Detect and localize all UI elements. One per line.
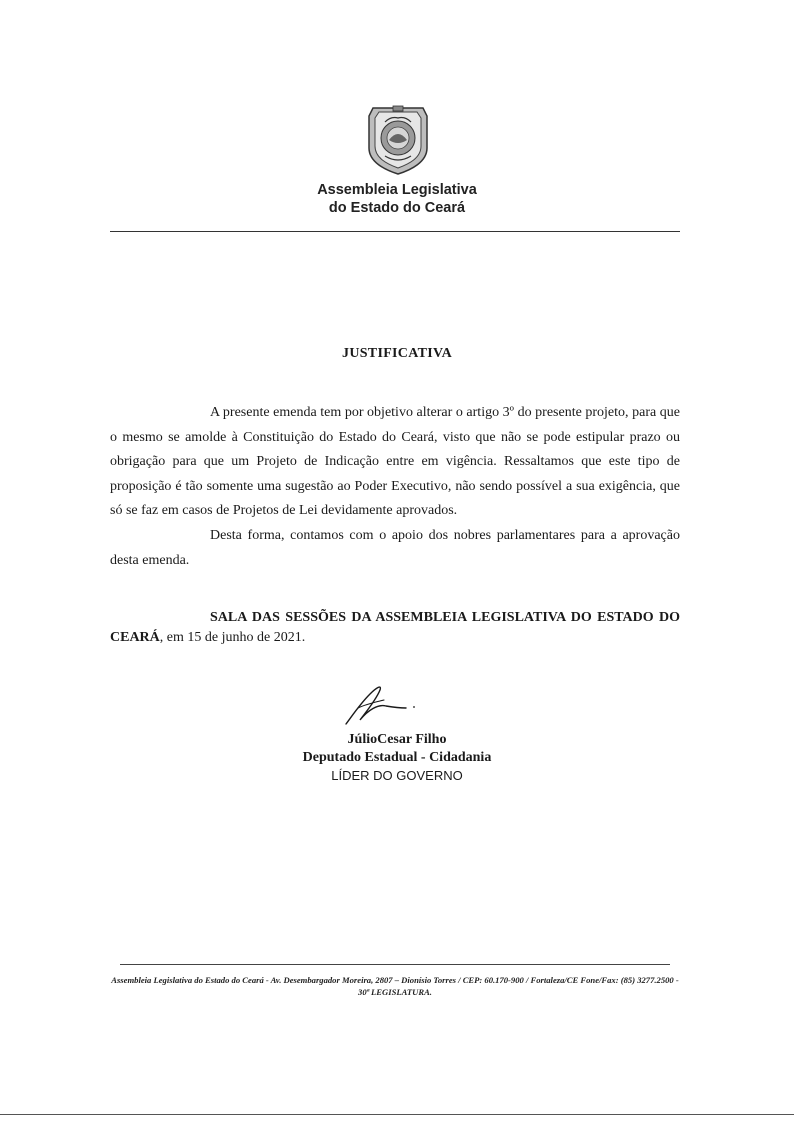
signatory-position: LÍDER DO GOVERNO bbox=[331, 768, 463, 783]
handwritten-signature bbox=[340, 682, 420, 728]
header-divider bbox=[110, 231, 680, 232]
page-bottom-rule bbox=[0, 1114, 794, 1115]
state-seal-emblem bbox=[365, 102, 431, 176]
org-name-line1: Assembleia Legislativa bbox=[317, 182, 477, 198]
document-title: JUSTIFICATIVA bbox=[342, 346, 452, 361]
closing-date: , em 15 de junho de 2021. bbox=[159, 630, 306, 645]
signatory-name: JúlioCesar Filho bbox=[347, 732, 447, 747]
footer-address: Assembleia Legislativa do Estado do Ceará - Av. Desembargador Moreira, 2807 – Dionísio Torres / CEP: 60.170-900 / Fortaleza/CE Fone/Fax: (85) 3277.2500 - 30ª LEGISLATURA. bbox=[111, 975, 679, 997]
org-name-line2: do Estado do Ceará bbox=[328, 200, 466, 216]
footer-divider bbox=[120, 964, 670, 965]
closing-location: SALA DAS SESSÕES DA ASSEMBLEIA LEGISLATIVA DO ESTADO DO CEARÁ bbox=[110, 610, 680, 645]
body-paragraph-1: A presente emenda tem por objetivo alterar o artigo 3º do presente projeto, para que o mesmo se amolde à Constituição do Estado do Ceará, visto que não se pode estipular prazo ou obrigação para que um Projeto de Indicação entre em vigência. Ressaltamos que este tipo de proposição é tão somente uma sugestão ao Poder Executivo, não sendo possível a sua exigência, que só se faz em casos de Projetos de Lei devidamente aprovados. bbox=[110, 405, 680, 519]
body-paragraph-2: Desta forma, contamos com o apoio dos nobres parlamentares para a aprovação desta emenda. bbox=[110, 528, 680, 568]
closing-statement bbox=[110, 608, 680, 648]
signatory-role: Deputado Estadual - Cidadania bbox=[302, 750, 492, 765]
